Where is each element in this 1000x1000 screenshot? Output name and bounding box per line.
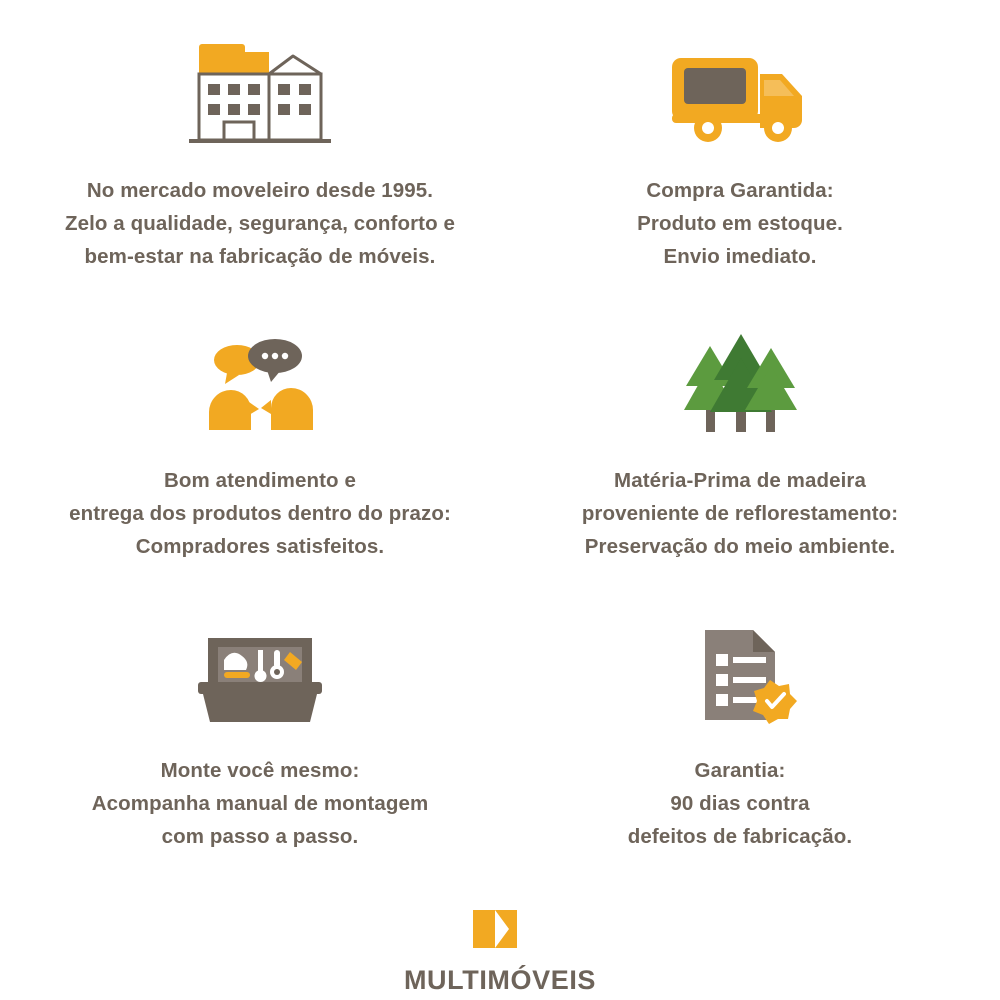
brand-name: MULTIMÓVEIS (403, 965, 597, 995)
caption-line: Garantia: (694, 759, 786, 782)
benefit-item-shipping (500, 30, 980, 320)
caption-line: entrega dos produtos dentro do prazo: (69, 502, 451, 526)
benefit-item-service (20, 320, 500, 610)
benefit-caption (628, 754, 852, 854)
benefit-caption (69, 464, 451, 564)
caption-line: Bom atendimento e (164, 469, 356, 492)
caption-line: Zelo a qualidade, segurança, conforto e (64, 212, 456, 236)
caption-line: proveniente de reflorestamento: (581, 502, 899, 526)
caption-line: defeitos de fabricação. (627, 825, 853, 849)
factory-building-icon (175, 30, 345, 160)
brand-footer (20, 900, 980, 1000)
benefit-caption (65, 174, 455, 274)
multimoveis-logo-mark (465, 906, 535, 957)
caption-line: Envio imediato. (663, 245, 817, 269)
caption-line: 90 dias contra (670, 792, 810, 816)
caption-line: Matéria-Prima de madeira (614, 469, 866, 492)
caption-line: Compra Garantida: (646, 179, 834, 202)
toolbox-icon (180, 610, 340, 740)
caption-line: com passo a passo. (161, 825, 359, 849)
caption-line: Produto em estoque. (637, 212, 843, 236)
benefit-caption (92, 754, 429, 854)
warranty-certificate-icon (675, 610, 805, 740)
benefit-item-assembly (20, 610, 500, 900)
benefit-caption (637, 174, 843, 274)
benefits-grid (20, 30, 980, 900)
caption-line: bem-estar na fabricação de móveis. (84, 245, 436, 269)
pine-trees-icon (670, 320, 810, 450)
benefit-item-warranty (500, 610, 980, 900)
delivery-truck-icon (660, 30, 820, 160)
caption-line: No mercado moveleiro desde 1995. (86, 179, 434, 202)
caption-line: Compradores satisfeitos. (135, 535, 385, 559)
customer-service-icon (185, 320, 335, 450)
caption-line: Acompanha manual de montagem (91, 792, 429, 816)
caption-line: Preservação do meio ambiente. (584, 535, 896, 559)
benefit-item-sustainability (500, 320, 980, 610)
benefit-item-history (20, 30, 500, 320)
caption-line: Monte você mesmo: (160, 759, 360, 782)
benefit-caption (582, 464, 898, 564)
